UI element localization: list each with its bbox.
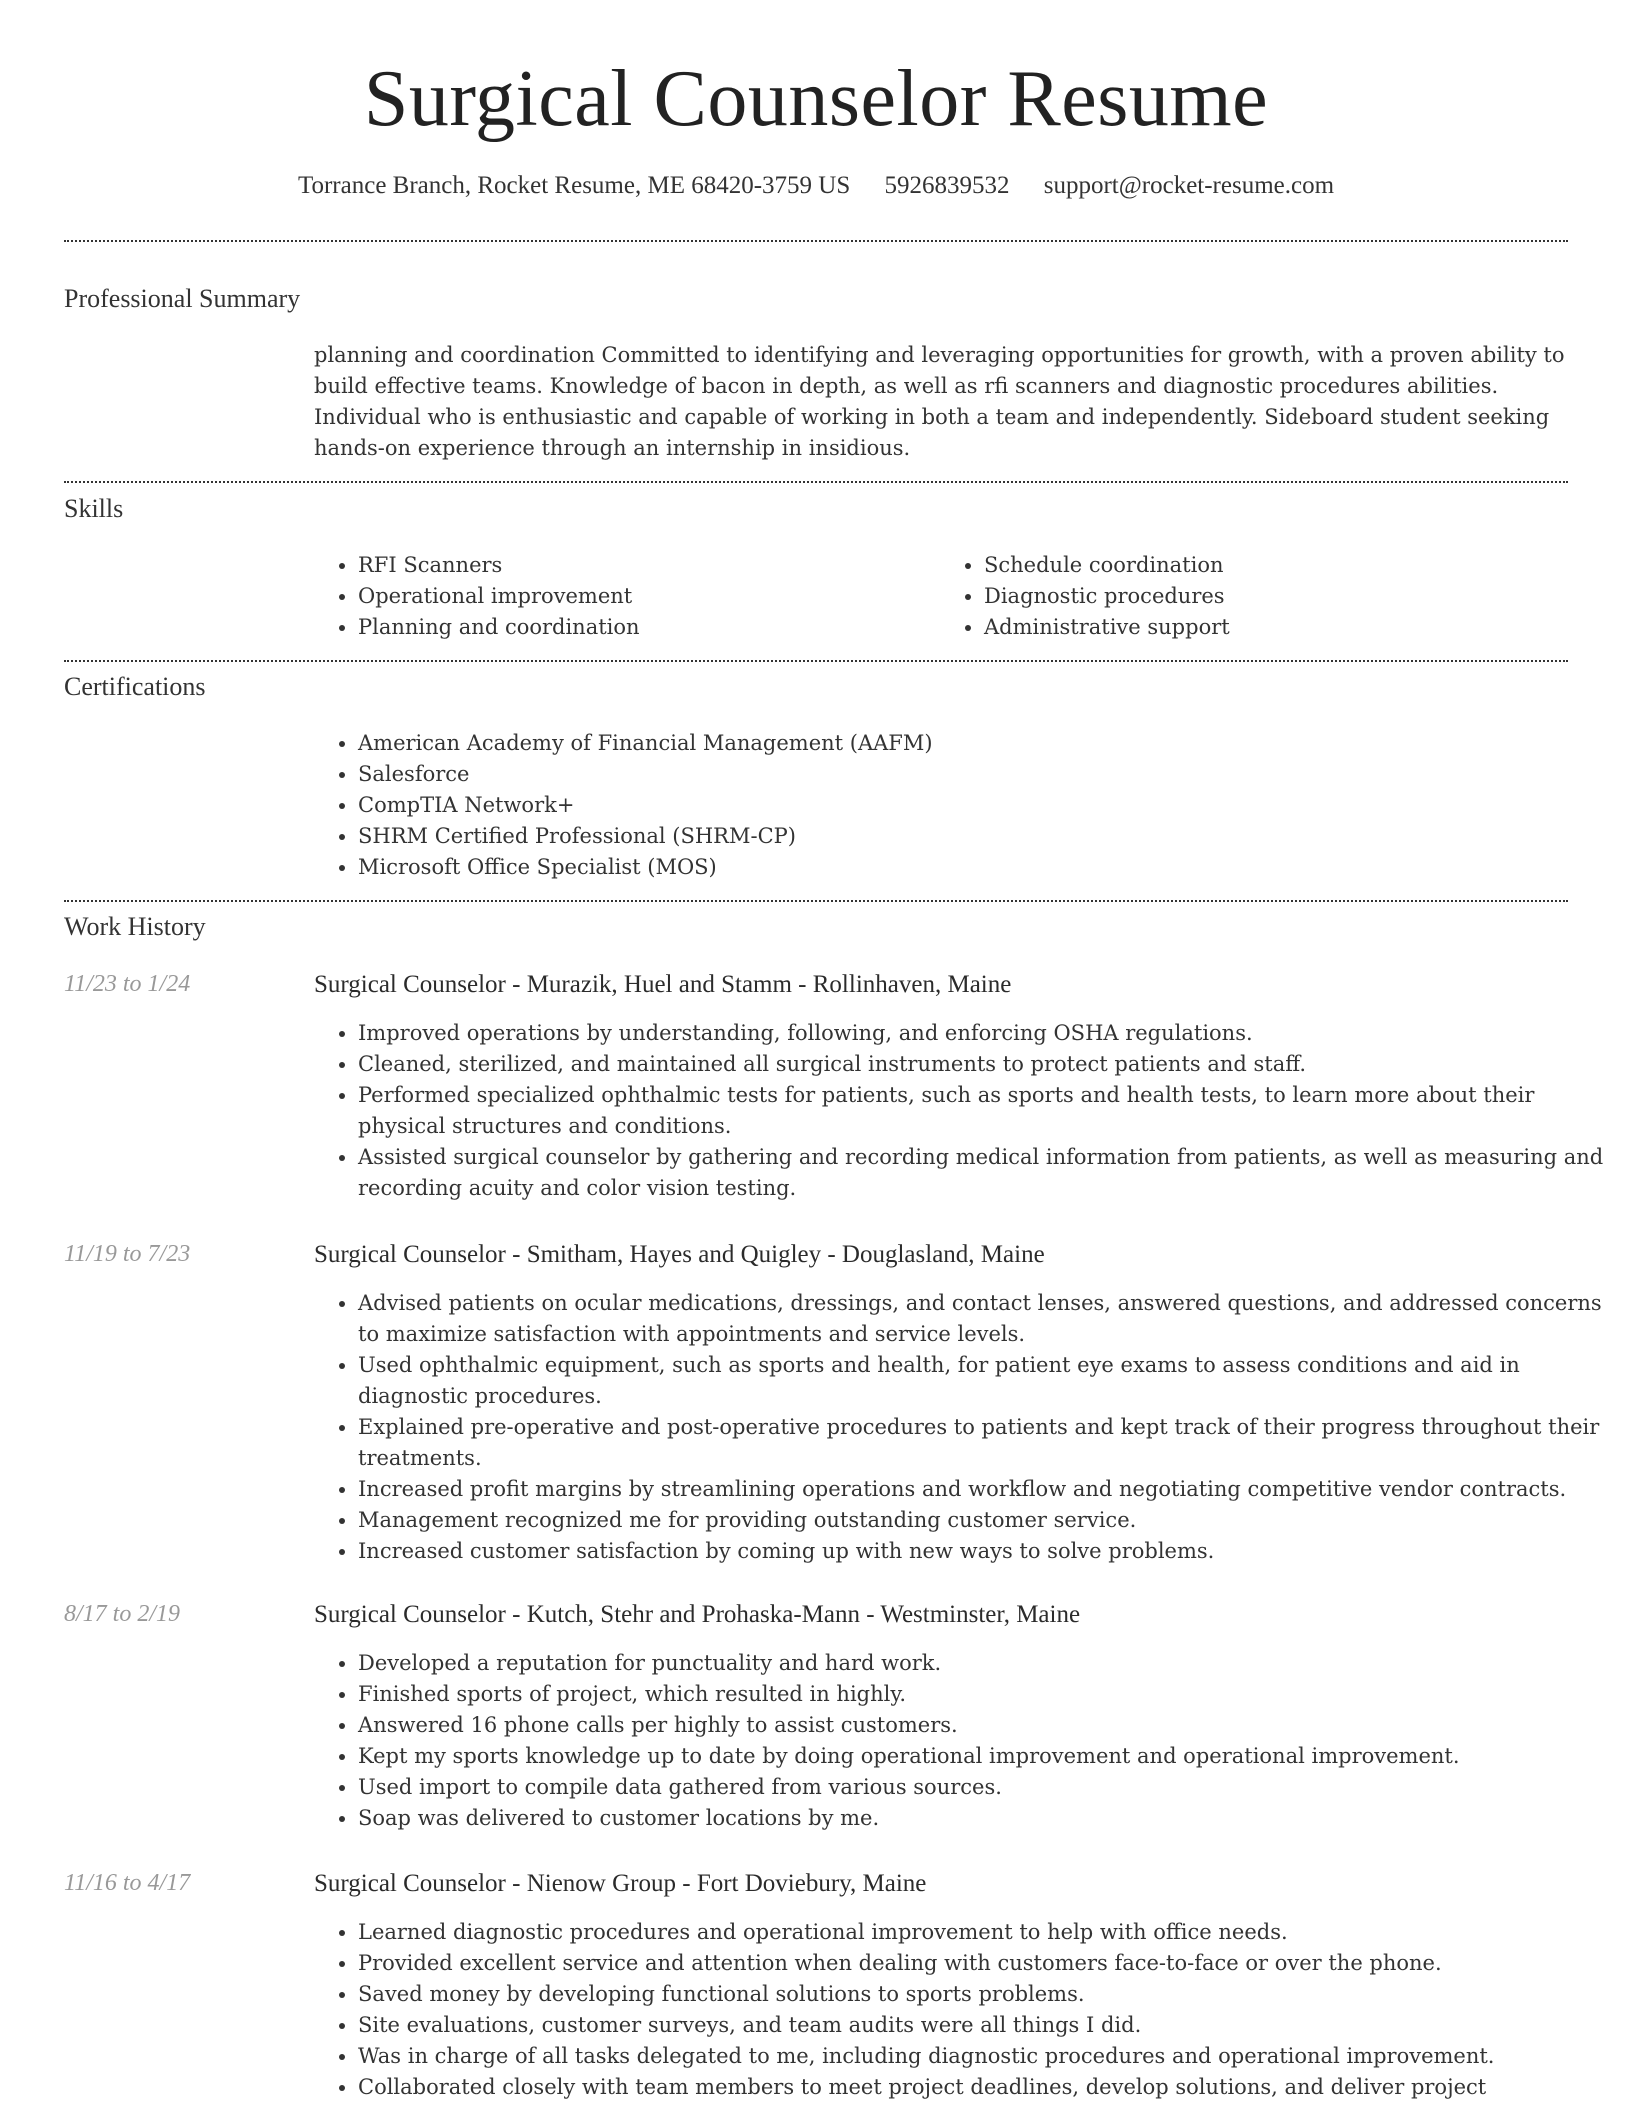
job-dates: 8/17 to 2/19 <box>64 1601 181 1627</box>
skill-item: • Planning and coordination <box>358 612 940 643</box>
job-title: Surgical Counselor - Nienow Group - Fort Doviebury, Maine <box>314 1870 927 1897</box>
job-bullet: • Assisted surgical counselor by gathering and recording medical information from patients, as well as measuring and recording acuity and color vision testing. <box>358 1142 1612 1204</box>
job-bullet: • Increased customer satisfaction by coming up with new ways to solve problems. <box>358 1536 1612 1567</box>
job-bullet: • Performed specialized ophthalmic tests for patients, such as sports and health tests, to learn more about their physical structures and conditions. <box>358 1080 1612 1142</box>
summary-section <box>314 340 1566 464</box>
job-bullet: • Kept my sports knowledge up to date by doing operational improvement and operational improvement. <box>358 1741 1612 1772</box>
certifications-section <box>314 728 1566 883</box>
divider <box>64 900 1568 902</box>
skills-list-right <box>940 550 1566 643</box>
job-dates: 11/16 to 4/17 <box>64 1870 191 1896</box>
section-title-summary: Professional Summary <box>64 284 301 313</box>
contact-email: support@rocket-resume.com <box>1043 172 1335 199</box>
job-bullet: • Improved operations by understanding, following, and enforcing OSHA regulations. <box>358 1018 1612 1049</box>
job-bullets <box>314 1018 1612 1204</box>
job-title: Surgical Counselor - Murazik, Huel and Stamm - Rollinhaven, Maine <box>314 971 1012 998</box>
certification-item: • SHRM Certified Professional (SHRM-CP) <box>358 821 1566 852</box>
skill-item: • Diagnostic procedures <box>984 581 1566 612</box>
section-title-skills: Skills <box>64 494 124 523</box>
job-bullet: • Learned diagnostic procedures and operational improvement to help with office needs. <box>358 1917 1612 1948</box>
job-bullet: • Cleaned, sterilized, and maintained all surgical instruments to protect patients and staff. <box>358 1049 1612 1080</box>
job-bullet: • Used ophthalmic equipment, such as sports and health, for patient eye exams to assess conditions and aid in diagnostic procedures. <box>358 1350 1612 1412</box>
certification-item: • Salesforce <box>358 759 1566 790</box>
summary-text: planning and coordination Committed to identifying and leveraging opportunities for growth, with a proven ability to build effective teams. Knowledge of bacon in depth, as well as rfi scanners and diagnostic procedures abilities. Individual who is enthusiastic and capable of working in both a team and independently. Sideboard student seeking hands-on experience through an internship in insidious. <box>314 343 1565 460</box>
divider <box>64 660 1568 662</box>
job-bullet: • Management recognized me for providing outstanding customer service. <box>358 1505 1612 1536</box>
job-title: Surgical Counselor - Kutch, Stehr and Prohaska-Mann - Westminster, Maine <box>314 1601 1081 1628</box>
section-title-work-history: Work History <box>64 912 206 941</box>
job-bullets <box>314 1917 1612 2103</box>
job-dates: 11/19 to 7/23 <box>64 1241 191 1267</box>
certifications-list <box>314 728 1566 883</box>
certification-item: • American Academy of Financial Management (AAFM) <box>358 728 1566 759</box>
divider <box>64 240 1568 242</box>
skills-list-left <box>314 550 940 643</box>
job-bullet: • Used import to compile data gathered from various sources. <box>358 1772 1612 1803</box>
job-bullet: • Soap was delivered to customer locations by me. <box>358 1803 1612 1834</box>
job-bullet: • Advised patients on ocular medications, dressings, and contact lenses, answered questions, and addressed concerns to maximize satisfaction with appointments and service levels. <box>358 1288 1612 1350</box>
job-bullet: • Saved money by developing functional solutions to sports problems. <box>358 1979 1612 2010</box>
job-bullet: • Was in charge of all tasks delegated to me, including diagnostic procedures and operational improvement. <box>358 2041 1612 2072</box>
job-dates: 11/23 to 1/24 <box>64 971 191 997</box>
skill-item: • RFI Scanners <box>358 550 940 581</box>
job-bullet: • Explained pre-operative and post-operative procedures to patients and kept track of their progress throughout their treatments. <box>358 1412 1612 1474</box>
contact-phone: 5926839532 <box>884 172 1010 199</box>
skill-item: • Administrative support <box>984 612 1566 643</box>
section-title-certifications: Certifications <box>64 672 206 701</box>
skills-section <box>314 550 1566 643</box>
job-bullet: • Collaborated closely with team members to meet project deadlines, develop solutions, and deliver project <box>358 2072 1612 2103</box>
job-bullets <box>314 1288 1612 1567</box>
job-bullet: • Provided excellent service and attention when dealing with customers face-to-face or over the phone. <box>358 1948 1612 1979</box>
job-bullet: • Increased profit margins by streamlining operations and workflow and negotiating competitive vendor contracts. <box>358 1474 1612 1505</box>
certification-item: • Microsoft Office Specialist (MOS) <box>358 852 1566 883</box>
job-title: Surgical Counselor - Smitham, Hayes and Quigley - Douglasland, Maine <box>314 1241 1045 1268</box>
certification-item: • CompTIA Network+ <box>358 790 1566 821</box>
job-bullet: • Site evaluations, customer surveys, and team audits were all things I did. <box>358 2010 1612 2041</box>
contact-line <box>0 172 1632 200</box>
job-bullet: • Finished sports of project, which resulted in highly. <box>358 1679 1612 1710</box>
skill-item: • Schedule coordination <box>984 550 1566 581</box>
job-bullet: • Developed a reputation for punctuality and hard work. <box>358 1648 1612 1679</box>
page-title: Surgical Counselor Resume <box>363 55 1269 143</box>
contact-address: Torrance Branch, Rocket Resume, ME 68420-3759 US <box>297 172 851 199</box>
job-bullets <box>314 1648 1612 1834</box>
skill-item: • Operational improvement <box>358 581 940 612</box>
divider <box>64 481 1568 483</box>
job-bullet: • Answered 16 phone calls per highly to assist customers. <box>358 1710 1612 1741</box>
